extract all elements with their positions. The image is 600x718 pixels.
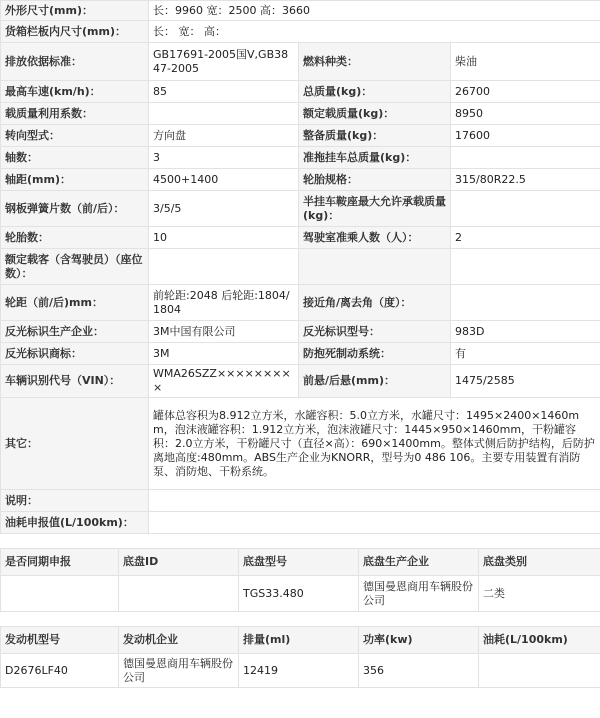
engine-table (0, 626, 600, 688)
spec-value: 8950 (451, 103, 600, 125)
spec-value (451, 249, 600, 285)
spec-label: 防抱死制动系统： (299, 343, 451, 365)
engine-cell: 德国曼恩商用车辆股份公司 (119, 654, 239, 688)
engine-header: 油耗(L/100km) (479, 627, 600, 654)
engine-header: 发动机企业 (119, 627, 239, 654)
spec-label: 驾驶室准乘人数（人）： (299, 227, 451, 249)
spec-label: 前悬/后悬(mm)： (299, 365, 451, 398)
table-row (1, 512, 600, 534)
fuel-value (149, 512, 600, 534)
spec-value: 3M (149, 343, 299, 365)
engine-cell: D2676LF40 (1, 654, 119, 688)
spec-value: 长：9960 宽：2500 高：3660 (149, 1, 600, 21)
table-row (1, 490, 600, 512)
engine-header: 发动机型号 (1, 627, 119, 654)
note-value (149, 490, 600, 512)
table-row (1, 398, 600, 490)
table-row (1, 654, 600, 688)
table-row (1, 285, 600, 321)
chassis-header: 底盘ID (119, 549, 239, 576)
engine-cell: 12419 (239, 654, 359, 688)
engine-cell: 356 (359, 654, 479, 688)
spec-label: 轮胎规格： (299, 169, 451, 191)
spec-label: 排放依据标准： (1, 43, 149, 81)
table-row (1, 365, 600, 398)
spec-value: 2 (451, 227, 600, 249)
spec-label: 燃料种类： (299, 43, 451, 81)
spec-label: 转向型式： (1, 125, 149, 147)
spec-label: 准拖挂车总质量(kg)： (299, 147, 451, 169)
table-row (1, 103, 600, 125)
engine-header: 功率(kw) (359, 627, 479, 654)
spec-label: 货箱栏板内尺寸(mm)： (1, 21, 149, 43)
table-row (1, 169, 600, 191)
spec-value: 983D (451, 321, 600, 343)
spec-label: 总质量(kg)： (299, 81, 451, 103)
spec-value (149, 249, 299, 285)
spec-label: 轴距(mm)： (1, 169, 149, 191)
spec-label: 反光标识型号： (299, 321, 451, 343)
spec-value: 方向盘 (149, 125, 299, 147)
chassis-header: 是否同期申报 (1, 549, 119, 576)
table-row (1, 576, 600, 612)
spec-label: 最高车速(km/h)： (1, 81, 149, 103)
chassis-cell (1, 576, 119, 612)
spec-value (451, 285, 600, 321)
other-value: 罐体总容积为8.912立方米，水罐容积：5.0立方米，水罐尺寸：1495×2400×1460mm，泡沫液罐容积：1.912立方米，泡沫液罐尺寸：1445×950×1460mm，干粉罐容积：2.0立方米，干粉罐尺寸（直径×高）：690×1400mm。整体式侧后防护结构，后防护离地高度:480mm。ABS生产企业为KNORR，型号为0 486 106。主要专用装置有消防泵、消防炮、干粉系统。 (149, 398, 600, 490)
spec-value: 前轮距:2048 后轮距:1804/1804 (149, 285, 299, 321)
spec-label: 整备质量(kg)： (299, 125, 451, 147)
spec-label: 钢板弹簧片数（前/后）： (1, 191, 149, 227)
spec-value: 长： 宽： 高： (149, 21, 600, 43)
chassis-header: 底盘生产企业 (359, 549, 479, 576)
spec-value (451, 191, 600, 227)
note-label: 说明： (1, 490, 149, 512)
table-row (1, 249, 600, 285)
spec-label: 轮胎数： (1, 227, 149, 249)
spec-value: 17600 (451, 125, 600, 147)
table-row (1, 227, 600, 249)
chassis-cell: 德国曼恩商用车辆股份公司 (359, 576, 479, 612)
engine-header-row (1, 627, 600, 654)
spec-value (451, 147, 600, 169)
engine-header: 排量(ml) (239, 627, 359, 654)
spec-value: 有 (451, 343, 600, 365)
spec-value: 315/80R22.5 (451, 169, 600, 191)
spec-value: GB17691-2005国Ⅴ,GB3847-2005 (149, 43, 299, 81)
spec-value: 3 (149, 147, 299, 169)
spec-value: 4500+1400 (149, 169, 299, 191)
chassis-table (0, 548, 600, 612)
table-row (1, 43, 600, 81)
table-row (1, 81, 600, 103)
chassis-cell: TGS33.480 (239, 576, 359, 612)
engine-cell (479, 654, 600, 688)
table-row (1, 21, 600, 43)
chassis-header: 底盘类别 (479, 549, 600, 576)
spec-value (149, 103, 299, 125)
table-row (1, 343, 600, 365)
spec-label: 轮距（前/后)mm： (1, 285, 149, 321)
table-row (1, 147, 600, 169)
table-row (1, 321, 600, 343)
spec-label: 轴数： (1, 147, 149, 169)
table-row (1, 1, 600, 21)
spec-value: 3/5/5 (149, 191, 299, 227)
chassis-cell: 二类 (479, 576, 600, 612)
other-label: 其它： (1, 398, 149, 490)
fuel-label: 油耗申报值(L/100km)： (1, 512, 149, 534)
spec-label: 车辆识别代号（VIN）： (1, 365, 149, 398)
spec-label: 接近角/离去角（度）： (299, 285, 451, 321)
spec-label (299, 249, 451, 285)
spec-label: 额定载质量(kg)： (299, 103, 451, 125)
chassis-header: 底盘型号 (239, 549, 359, 576)
spec-label: 反光标识商标： (1, 343, 149, 365)
spec-value: WMA26SZZ××××××××× (149, 365, 299, 398)
table-row (1, 125, 600, 147)
spec-label: 载质量利用系数： (1, 103, 149, 125)
table-row (1, 191, 600, 227)
spec-label: 反光标识生产企业： (1, 321, 149, 343)
chassis-header-row (1, 549, 600, 576)
spec-value: 26700 (451, 81, 600, 103)
chassis-cell (119, 576, 239, 612)
spec-value: 1475/2585 (451, 365, 600, 398)
spec-value: 3M中国有限公司 (149, 321, 299, 343)
spec-label: 额定载客（含驾驶员）（座位数）： (1, 249, 149, 285)
spec-label: 外形尺寸(mm)： (1, 1, 149, 21)
spec-value: 85 (149, 81, 299, 103)
spec-value: 10 (149, 227, 299, 249)
spec-value: 柴油 (451, 43, 600, 81)
spec-label: 半挂车鞍座最大允许承载质量(kg)： (299, 191, 451, 227)
